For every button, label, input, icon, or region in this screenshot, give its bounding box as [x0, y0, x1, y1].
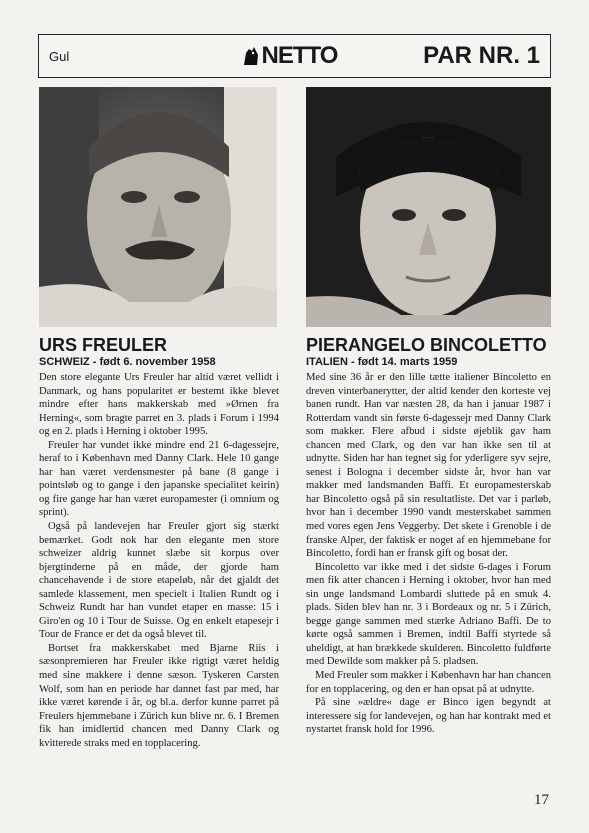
rider-biography — [306, 371, 551, 737]
rider-nationality-birth: ITALIEN - født 14. marts 1959 — [306, 356, 458, 368]
logo-text: NETTO — [261, 42, 338, 69]
rider-name: URS FREULER — [39, 335, 168, 355]
rider-column-freuler — [39, 333, 279, 750]
page-header — [38, 34, 551, 78]
portrait-image — [306, 87, 551, 327]
paragraph: Bortset fra makkerskabet med Bjarne Riis i sæsonpremieren har Freuler ikke rigtigt været heldig med sine makkere i denne sæson. Tyskeren Carsten Wolf, som han en periode har dannet fast par med, har ikke været kørende i år, og bl.a. derfor kunne parret på Freulers hjemmebane i Zürich kun blive nr. 6. I Bremen fik han imidlertid chancen med Danny Clark og kvitterede straks med en topplacering. — [39, 642, 279, 749]
rider-name: PIERANGELO BINCOLETTO — [306, 335, 547, 355]
paragraph: På sine »ældre« dage er Binco igen begyndt at interessere sig for landevejen, og han har kontrakt med et nystartet fransk hold for 1996. — [306, 697, 551, 736]
paragraph: Også på landevejen har Freuler gjort sig stærkt bemærket. Godt nok har den elegante men store schweizer aldrig kunnet slæbe sit korpus over bjergtinderne på en måde, der gjorde ham chancehavende i de store etapeløb, når det gjaldt det samlede klassement, men specielt i Italien Rundt og i Schweiz Rundt har han vundet etaper en masse: 15 i Giro'en og 10 i Tour de Suisse. Og en enkelt etapesejr i Tour de France er det da også blevet til. — [39, 521, 279, 641]
freuler-portrait — [39, 87, 277, 327]
rider-column-bincoletto — [306, 333, 551, 737]
netto-dog-icon — [242, 45, 260, 67]
bincoletto-portrait — [306, 87, 551, 327]
netto-logo — [242, 42, 338, 70]
pair-title: PAR NR. 1 — [423, 42, 540, 69]
page-number: 17 — [534, 792, 549, 808]
paragraph: Freuler har vundet ikke mindre end 21 6-dagessejre, heraf to i København med Danny Clark. Hele 10 gange har han været verdensmester på bane (8 gange i pointsløb og to gange i den japanske specialitet keirin) og fire gange har han været europamester (i omnium og sprint). — [39, 439, 279, 519]
paragraph: Med sine 36 år er den lille tætte italiener Bincoletto en dreven vinterbanerytter, der altid kender den korteste vej banen rundt. Han var næsten 28, da han i januar 1987 i Rotterdam vandt sin første 6-dagessejr med Danny Clark som makker. Flere afbud i sidste øjeblik gav ham chancen med Clark, og den var han ikke sen til at udnytte. Siden har han tegnet sig for yderligere syv sejre, senest i Bologna i december sidste år, hvor han var makker med landsmanden Baffi. Et europamesterskab har Bincoletto også på sin resultatliste. Det var i parløb, hvor han i december 1990 vandt mesterskabet sammen med vores egen Jens Veggerby. Det skete i Grenoble i de franske Alper, der faktisk er noget af en hjemmebane for Bincoletto, fordi han er fransk gift og bosat der. — [306, 372, 551, 560]
rider-nationality-birth: SCHWEIZ - født 6. november 1958 — [39, 356, 216, 368]
color-label: Gul — [49, 48, 70, 64]
paragraph: Bincoletto var ikke med i det sidste 6-dages i Forum men fik atter chancen i Herning i oktober, hvor han med sin unge landsmand Lombardi sluttede på en smuk 4. plads. Siden blev han nr. 3 i Bordeaux og nr. 5 i Zürich, begge gange sammen med stærke Adriano Baffi. De to kørte også sammen i Bremen, indtil Baffi styrtede så uheldigt, at han brækkede skulderen. Bincoletto fuldførte med Dewilde som makker på 5. pladsen. — [306, 561, 551, 668]
portrait-image — [39, 87, 277, 327]
rider-biography — [39, 371, 279, 750]
paragraph: Med Freuler som makker i København har han chancen for en topplacering, og den er han opsat på at udnytte. — [306, 670, 551, 695]
paragraph: Den store elegante Urs Freuler har altid været vellidt i Danmark, og hans popularitet er bestemt ikke blevet mindre efter hans makkerskab med »Ørnen fra Herning«, som bragte parret en 3. plads i Forum i 1994 og en 2. plads i Herning i oktober 1995. — [39, 372, 279, 438]
